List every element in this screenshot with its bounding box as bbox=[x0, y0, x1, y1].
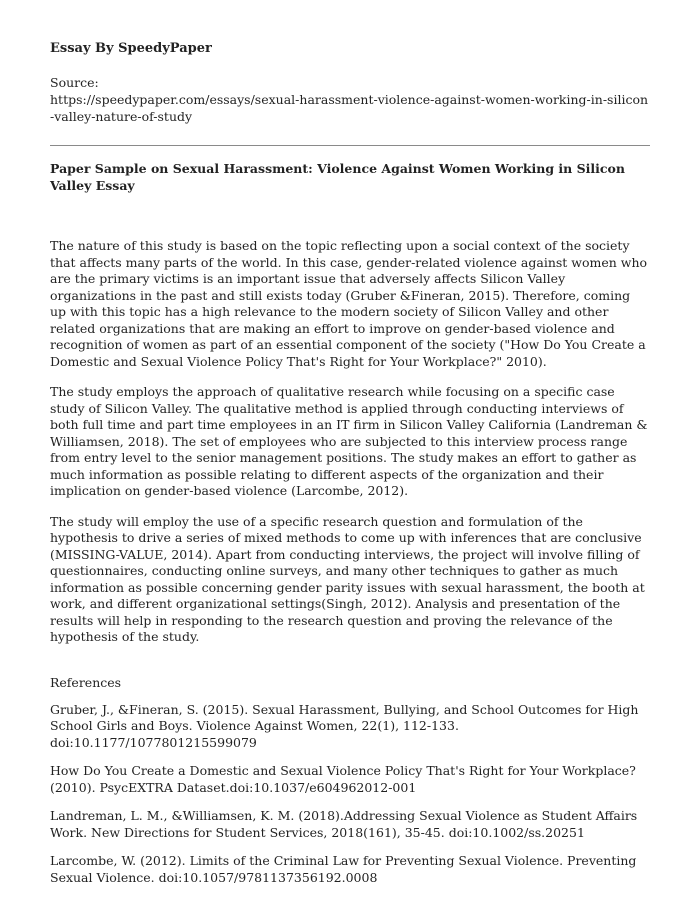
body-paragraph-2: The study employs the approach of qualitative research while focusing on a specific case study of Silicon Valley. The qualitative method is applied through conducting interviews of both full time and part time employees in an IT firm in Silicon Valley California (Landreman & Williamsen, 2018). The set of employees who are subjected to this interview process range from entry level to the senior management positions. The study makes an effort to gather as much information as possible relating to different aspects of the organization and their implication on gender-based violence (Larcombe, 2012). bbox=[50, 384, 648, 498]
body-paragraph-3: The study will employ the use of a specific research question and formulation of the hypothesis to drive a series of mixed methods to come up with inferences that are conclusive (MISSING-VALUE, 2014). Apart from conducting interviews, the project will involve filling of questionnaires, conducting online surveys, and many other techniques to gather as much information as possible concerning gender parity issues with sexual harassment, the booth at work, and different organizational settings(Singh, 2012). Analysis and presentation of the results will help in responding to the research question and proving the relevance of the hypothesis of the study. bbox=[50, 513, 645, 644]
divider bbox=[50, 145, 650, 146]
body-paragraph-1: The nature of this study is based on the topic reflecting upon a social context of the society that affects many parts of the world. In this case, gender-related violence against women who are the primary victims is an important issue that adversely affects Silicon Valley organizations in the past and still exists today (Gruber &Fineran, 2015). Therefore, coming up with this topic has a high relevance to the modern society of Silicon Valley and other related organizations that are making an effort to improve on gender-based violence and recognition of women as part of an essential component of the society ("How Do You Create a Domestic and Sexual Violence Policy That's Right for Your Workplace?" 2010). bbox=[50, 238, 648, 369]
reference-item: Larcombe, W. (2012). Limits of the Criminal Law for Preventing Sexual Violence. Preventing Sexual Violence. doi:10.1057/9781137356192.0008 bbox=[50, 853, 637, 885]
source-label: Source: bbox=[50, 75, 99, 90]
references-heading: References bbox=[50, 674, 122, 690]
reference-item: Gruber, J., &Fineran, S. (2015). Sexual Harassment, Bullying, and School Outcomes for High School Girls and Boys. Violence Against Women, 22(1), 112-133. doi:10.1177/1077801215599079 bbox=[50, 701, 639, 750]
reference-item: How Do You Create a Domestic and Sexual Violence Policy That's Right for Your Workplace? (2010). PsycEXTRA Dataset.doi:10.1037/e604962012-001 bbox=[50, 763, 636, 795]
essay-attribution: Essay By SpeedyPaper bbox=[50, 41, 212, 56]
essay-title: Paper Sample on Sexual Harassment: Violence Against Women Working in Silicon Valley Essay bbox=[50, 161, 625, 193]
reference-item: Landreman, L. M., &Williamsen, K. M. (2018).Addressing Sexual Violence as Student Affairs Work. New Directions for Student Services, 2018(161), 35-45. doi:10.1002/ss.20251 bbox=[50, 808, 638, 840]
source-url: https://speedypaper.com/essays/sexual-harassment-violence-against-women-working-in-silicon-valley-nature-of-study bbox=[50, 92, 649, 124]
document-page bbox=[50, 40, 650, 898]
